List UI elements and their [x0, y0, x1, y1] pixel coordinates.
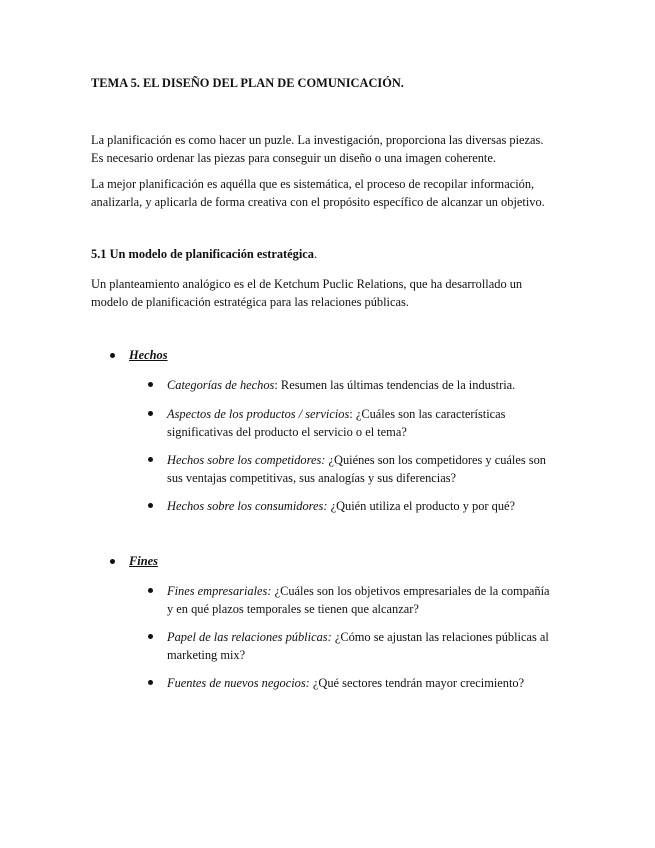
section-paragraph [91, 276, 571, 311]
item-text: significativas del producto el servicio o el tema? [167, 424, 407, 439]
list-item [167, 377, 577, 395]
document-title: TEMA 5. EL DISEÑO DEL PLAN DE COMUNICACIÓN. [91, 76, 404, 90]
section-heading-suffix: . [314, 247, 318, 261]
bullet-icon [148, 411, 153, 416]
list-item [167, 583, 577, 618]
item-text: ¿Cómo se ajustan las relaciones públicas al [331, 630, 549, 644]
item-sep: : [349, 407, 353, 421]
list-heading-hechos: Hechos [129, 348, 168, 362]
paragraph-line: La planificación es como hacer un puzle. La investigación, proporciona las diversas piezas. [91, 133, 544, 147]
bullet-icon [148, 588, 153, 593]
section-heading-text: 5.1 Un modelo de planificación estratégica [91, 247, 315, 261]
item-text: ¿Quiénes son los competidores y cuáles son [325, 453, 546, 467]
list-item [167, 675, 577, 693]
item-term: Hechos sobre los competidores: [167, 453, 326, 467]
bullet-icon [110, 353, 115, 358]
item-text: marketing mix? [167, 647, 246, 662]
paragraph-line: Un planteamiento analógico es el de Ketchum Puclic Relations, que ha desarrollado un [91, 277, 523, 291]
intro-paragraph-2 [91, 176, 571, 211]
item-text: y en qué plazos temporales se tienen que alcanzar? [167, 601, 419, 616]
item-text: ¿Qué sectores tendrán mayor crecimiento? [309, 676, 525, 690]
paragraph-line: analizarla, y aplicarla de forma creativa con el propósito específico de alcanzar un objetivo. [91, 194, 545, 209]
paragraph-line: Es necesario ordenar las piezas para conseguir un diseño o una imagen coherente. [91, 150, 496, 165]
item-sep: : [274, 378, 278, 392]
item-term: Aspectos de los productos / servicios [167, 407, 350, 421]
item-term: Fines empresariales: [167, 584, 272, 598]
intro-paragraph-1 [91, 132, 571, 167]
list-heading-fines: Fines [129, 554, 158, 568]
item-text: ¿Cuáles son las características [352, 407, 506, 421]
bullet-icon [110, 559, 115, 564]
bullet-icon [148, 634, 153, 639]
bullet-icon [148, 503, 153, 508]
item-text: Resumen las últimas tendencias de la industria. [277, 378, 516, 392]
list-item [167, 406, 577, 441]
list-item [167, 629, 577, 664]
list-item [167, 452, 577, 487]
section-heading [91, 247, 317, 262]
item-text: ¿Quién utiliza el producto y por qué? [327, 499, 516, 513]
bullet-icon [148, 680, 153, 685]
paragraph-line: modelo de planificación estratégica para las relaciones públicas. [91, 294, 409, 309]
item-term: Hechos sobre los consumidores: [167, 499, 328, 513]
item-term: Papel de las relaciones públicas: [167, 630, 332, 644]
bullet-icon [148, 382, 153, 387]
item-text: sus ventajas competitivas, sus analogías y sus diferencias? [167, 470, 457, 485]
bullet-icon [148, 457, 153, 462]
item-term: Categorías de hechos [167, 378, 275, 392]
list-item [167, 498, 577, 516]
item-term: Fuentes de nuevos negocios: [167, 676, 310, 690]
item-text: ¿Cuáles son los objetivos empresariales de la compañía [271, 584, 550, 598]
paragraph-line: La mejor planificación es aquélla que es sistemática, el proceso de recopilar información, [91, 177, 535, 191]
